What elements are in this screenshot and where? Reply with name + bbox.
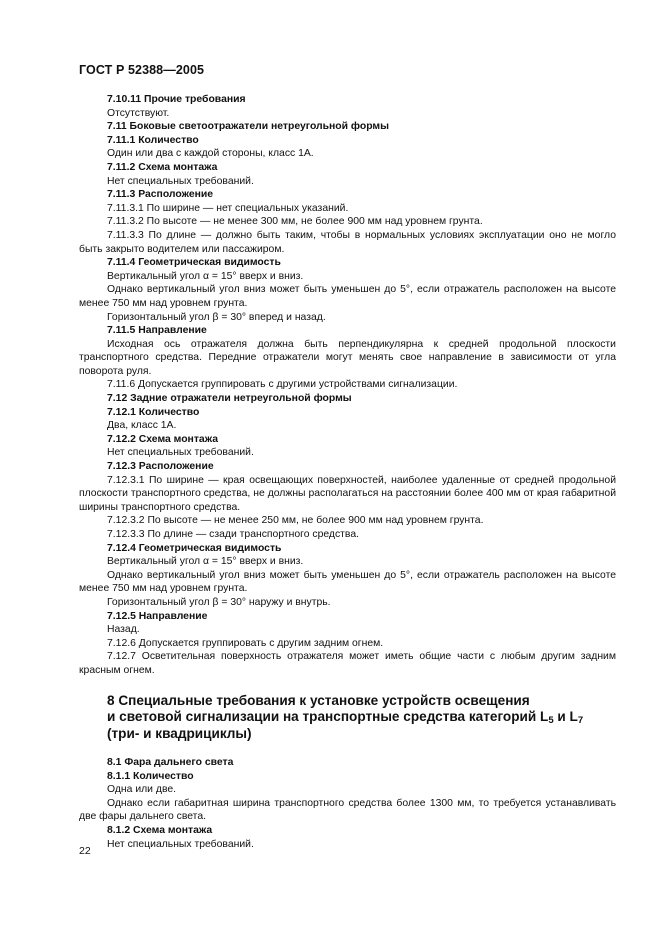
subsection-heading: 7.11.1 Количество xyxy=(107,134,199,146)
paragraph: 7.12.3.2 По высоте — не менее 250 мм, не более 900 мм над уровнем грунта. xyxy=(107,515,484,527)
paragraph: Однако если габаритная ширина транспортного средства более 1300 мм, то требуется устанавливать две фары дальнего света. xyxy=(79,797,616,823)
paragraph: Назад. xyxy=(107,624,140,636)
heading-text: и световой сигнализации на транспортные средства категорий L xyxy=(107,709,549,725)
subsection-heading: 7.11.2 Схема монтажа xyxy=(107,161,218,173)
paragraph: 7.11.6 Допускается группировать с другими устройствами сигнализации. xyxy=(107,379,458,391)
subsection-heading: 7.12.5 Направление xyxy=(107,610,208,622)
document-header: ГОСТ Р 52388—2005 xyxy=(79,63,205,77)
subsection-heading: 7.12.1 Количество xyxy=(107,406,200,418)
text-block-section-8 xyxy=(79,756,616,851)
paragraph: 7.11.3.3 По длине — должно быть таким, чтобы в нормальных условиях эксплуатации оно не могло быть закрыто водителем или пассажиром. xyxy=(79,229,616,255)
section-8-heading xyxy=(79,693,616,743)
paragraph: 7.12.6 Допускается группировать с другим задним огнем. xyxy=(107,637,384,649)
paragraph: 7.11.3.2 По высоте — не менее 300 мм, не более 900 мм над уровнем грунта. xyxy=(107,216,483,228)
paragraph: 7.11.3.1 По ширине — нет специальных указаний. xyxy=(107,202,349,214)
paragraph: 7.12.3.1 По ширине — края освещающих поверхностей, наиболее удаленные от средней продольной плоскости транспортного средства, не должны располагаться на расстоянии более 400 мм от края габаритной ширины транспортного средства. xyxy=(79,474,616,513)
subsection-heading: 7.11.5 Направление xyxy=(107,325,207,337)
paragraph: Два, класс 1А. xyxy=(107,420,177,432)
subsection-heading: 7.12.2 Схема монтажа xyxy=(107,433,218,445)
paragraph: Нет специальных требований. xyxy=(107,838,254,850)
spacer xyxy=(79,742,616,756)
paragraph: Нет специальных требований. xyxy=(107,175,254,187)
subsection-heading: 7.11 Боковые светоотражатели нетреугольной формы xyxy=(107,121,389,133)
subsection-heading: 8.1.1 Количество xyxy=(107,770,194,782)
paragraph: Однако вертикальный угол вниз может быть уменьшен до 5°, если отражатель расположен на высоте менее 750 мм над уровнем грунта. xyxy=(79,284,616,309)
subsection-heading: 7.10.11 Прочие требования xyxy=(107,94,246,105)
subsection-heading: 7.12 Задние отражатели нетреугольной формы xyxy=(107,393,352,405)
category-subscript: 5 xyxy=(548,715,554,727)
heading-text: и L xyxy=(553,709,578,725)
subsection-heading: 7.12.3 Расположение xyxy=(107,461,214,473)
paragraph: 7.12.3.3 По длине — сзади транспортного средства. xyxy=(107,529,359,540)
paragraph: Одна или две. xyxy=(107,784,177,796)
paragraph: Горизонтальный угол β = 30° вперед и назад. xyxy=(107,311,326,323)
paragraph: Отсутствуют. xyxy=(107,107,170,119)
subsection-heading: 8.1 Фара дальнего света xyxy=(107,757,234,769)
text-block-section-7 xyxy=(79,93,616,678)
category-subscript: 7 xyxy=(577,715,584,727)
paragraph: Один или два с каждой стороны, класс 1А. xyxy=(107,148,314,160)
paragraph: Нет специальных требований. xyxy=(107,447,254,459)
subsection-heading: 7.11.4 Геометрическая видимость xyxy=(107,257,281,269)
subsection-heading: 7.11.3 Расположение xyxy=(107,189,214,201)
page-content xyxy=(79,93,616,851)
section-8-heading-line-2 xyxy=(107,709,616,726)
page-number: 22 xyxy=(79,845,91,857)
subsection-heading: 8.1.2 Схема монтажа xyxy=(107,825,213,836)
paragraph: Вертикальный угол α = 15° вверх и вниз. xyxy=(107,270,304,282)
section-8-heading-line-3: (три- и квадрициклы) xyxy=(107,725,252,741)
paragraph: Исходная ось отражателя должна быть перпендикулярна к средней продольной плоскости транспортного средства. Передние отражатели могут менять свое направление в зависимости от угла поворота руля. xyxy=(79,338,616,377)
subsection-heading: 7.12.4 Геометрическая видимость xyxy=(107,542,282,554)
paragraph: Горизонтальный угол β = 30° наружу и внутрь. xyxy=(107,596,331,608)
section-8-heading-line-1: 8 Специальные требования к установке устройств освещения xyxy=(107,692,530,708)
paragraph: 7.12.7 Осветительная поверхность отражателя может иметь общие части с любым другим задним красным огнем. xyxy=(79,651,616,676)
paragraph: Однако вертикальный угол вниз может быть уменьшен до 5°, если отражатель расположен на высоте менее 750 мм над уровнем грунта. xyxy=(79,569,616,595)
paragraph: Вертикальный угол α = 15° вверх и вниз. xyxy=(107,556,304,568)
